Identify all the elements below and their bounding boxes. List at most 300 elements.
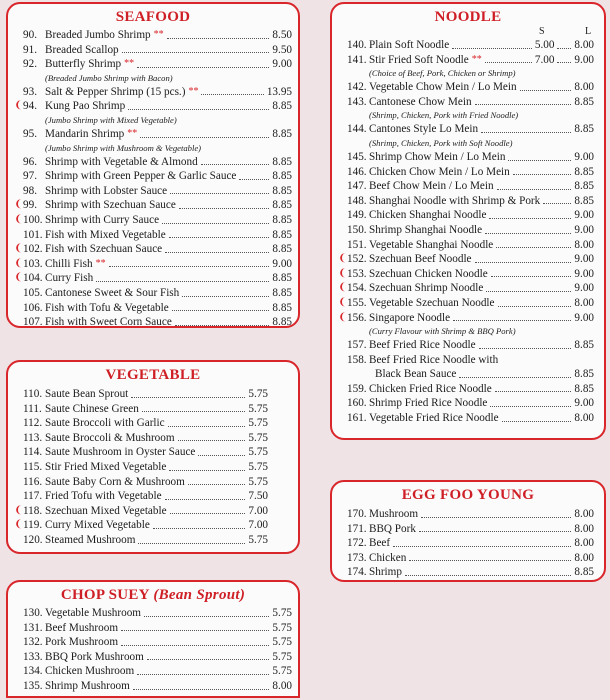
menu-item bbox=[14, 155, 292, 170]
item-price: 8.85 bbox=[574, 95, 594, 108]
spacer bbox=[338, 536, 347, 551]
dot-leader bbox=[459, 367, 571, 378]
item-number: 130. bbox=[23, 607, 43, 619]
item-number: 155. bbox=[347, 296, 367, 309]
item-number: 133. bbox=[23, 650, 43, 663]
dot-leader bbox=[421, 507, 571, 518]
dot-leader bbox=[520, 80, 572, 91]
dot-leader bbox=[409, 551, 571, 562]
menu-item bbox=[14, 198, 292, 213]
item-name: Fish with Szechuan Sauce bbox=[45, 243, 163, 256]
menu-item bbox=[14, 635, 292, 650]
chopsuey-list bbox=[14, 606, 292, 694]
spacer bbox=[338, 367, 347, 382]
menu-item bbox=[14, 257, 292, 272]
menu-item bbox=[338, 551, 594, 566]
item-number: 159. bbox=[347, 382, 367, 395]
vegetable-section bbox=[6, 360, 300, 554]
item-number: 157. bbox=[347, 339, 367, 352]
chopsuey-title bbox=[8, 587, 298, 604]
spacer bbox=[14, 286, 23, 301]
item-price: 9.00 bbox=[574, 397, 594, 410]
item-description: (Shrimp, Chicken, Pork with Fried Noodle) bbox=[369, 110, 519, 121]
dot-leader bbox=[142, 402, 246, 413]
item-number: 141. bbox=[347, 53, 367, 66]
item-price: 9.00 bbox=[574, 150, 594, 163]
spacer bbox=[14, 169, 23, 184]
menu-item bbox=[14, 460, 268, 475]
spacer bbox=[338, 38, 347, 53]
dot-leader bbox=[393, 536, 571, 547]
item-number: 93. bbox=[23, 85, 37, 98]
noodle-list bbox=[338, 38, 594, 426]
dot-leader bbox=[502, 411, 572, 422]
spacer bbox=[338, 122, 347, 137]
dot-leader bbox=[109, 257, 270, 268]
dot-leader bbox=[489, 208, 571, 219]
dot-leader bbox=[179, 198, 270, 209]
item-price: 8.00 bbox=[574, 296, 594, 309]
item-price: 5.75 bbox=[248, 460, 268, 473]
item-name: Plain Soft Noodle bbox=[369, 39, 450, 51]
spacer bbox=[14, 635, 23, 650]
menu-item bbox=[338, 382, 594, 397]
item-number: 161. bbox=[347, 412, 367, 425]
dot-leader bbox=[508, 150, 571, 161]
menu-item bbox=[14, 286, 292, 301]
menu-item bbox=[14, 650, 292, 665]
menu-item bbox=[14, 489, 268, 504]
item-number: 147. bbox=[347, 180, 367, 193]
menu-item bbox=[338, 536, 594, 551]
spacer bbox=[14, 228, 23, 243]
item-price: 8.85 bbox=[574, 180, 594, 193]
item-price: 7.50 bbox=[248, 490, 268, 503]
item-number: 132. bbox=[23, 636, 43, 649]
spacer bbox=[338, 150, 347, 165]
item-number: 131. bbox=[23, 621, 43, 634]
item-number: 135. bbox=[23, 679, 43, 692]
chili-pepper-icon: ❨ bbox=[14, 504, 23, 516]
item-price: 8.85 bbox=[272, 127, 292, 140]
item-number: 153. bbox=[347, 267, 367, 280]
spacer bbox=[338, 411, 347, 426]
spacer bbox=[338, 353, 347, 368]
item-name: Fish with Sweet Corn Sauce bbox=[45, 316, 172, 329]
chopsuey-title-text: CHOP SUEY bbox=[60, 587, 150, 603]
menu-item bbox=[338, 396, 594, 411]
item-name: Breaded Jumbo Shrimp bbox=[45, 29, 151, 41]
item-price: 5.75 bbox=[272, 636, 292, 649]
item-price: 8.00 bbox=[574, 412, 594, 425]
item-price: 8.00 bbox=[574, 238, 594, 251]
menu-item bbox=[14, 169, 292, 184]
dot-leader bbox=[201, 85, 263, 96]
item-name: BBQ Pork bbox=[369, 522, 416, 535]
item-name: Chilli Fish bbox=[45, 257, 93, 270]
menu-item bbox=[14, 679, 292, 694]
item-price: 8.85 bbox=[272, 213, 292, 226]
spacer bbox=[14, 445, 23, 460]
menu-item bbox=[338, 165, 594, 180]
dot-leader bbox=[144, 606, 269, 617]
spacer bbox=[14, 127, 23, 142]
item-number: 158. bbox=[347, 353, 367, 366]
dot-leader bbox=[491, 267, 572, 278]
dot-leader bbox=[239, 169, 269, 180]
item-name: Mushroom bbox=[369, 508, 419, 520]
item-number: 118. bbox=[23, 504, 43, 517]
menu-item bbox=[338, 252, 594, 267]
item-name: Kung Pao Shrimp bbox=[45, 100, 126, 113]
item-name: Black Bean Sauce bbox=[375, 368, 457, 381]
item-price: 8.00 bbox=[574, 522, 594, 535]
item-number: 149. bbox=[347, 209, 367, 222]
item-number: 140. bbox=[347, 39, 367, 51]
item-price: 9.00 bbox=[574, 253, 594, 266]
item-price: 5.75 bbox=[272, 607, 292, 619]
spacer bbox=[14, 85, 23, 100]
item-number: 102. bbox=[23, 243, 43, 256]
menu-item bbox=[338, 281, 594, 296]
item-price: 5.75 bbox=[248, 417, 268, 430]
dot-leader bbox=[170, 184, 269, 195]
item-price: 8.85 bbox=[272, 286, 292, 299]
item-number: 160. bbox=[347, 397, 367, 410]
item-price: 8.85 bbox=[574, 368, 594, 381]
item-price: 8.85 bbox=[574, 123, 594, 136]
dot-leader bbox=[165, 489, 246, 500]
dot-leader bbox=[165, 242, 269, 253]
item-name: Shrimp bbox=[369, 566, 402, 579]
chili-pepper-icon: ❨ bbox=[14, 199, 23, 211]
item-name: Beef bbox=[369, 537, 391, 550]
seafood-section bbox=[6, 2, 300, 328]
item-name: Chicken Shanghai Noodle bbox=[369, 209, 487, 222]
dot-leader bbox=[452, 38, 532, 49]
menu-item bbox=[14, 85, 292, 100]
item-name: Chicken Mushroom bbox=[45, 665, 135, 678]
item-number: 173. bbox=[347, 551, 367, 564]
item-name: Vegetable Chow Mein / Lo Mein bbox=[369, 81, 517, 94]
spacer bbox=[14, 57, 23, 72]
menu-item bbox=[14, 431, 268, 446]
chopsuey-subtitle: (Bean Sprout) bbox=[153, 587, 246, 603]
item-name: Cantonese Chow Mein bbox=[369, 95, 472, 108]
item-name: Beef Mushroom bbox=[45, 621, 119, 634]
noodle-section bbox=[330, 2, 606, 440]
chili-pepper-icon: ❨ bbox=[14, 257, 23, 269]
item-price: 7.00 bbox=[248, 519, 268, 532]
item-number: 146. bbox=[347, 165, 367, 178]
item-name: Beef Chow Mein / Lo Mein bbox=[369, 180, 494, 193]
item-price: 8.85 bbox=[272, 243, 292, 256]
item-number: 100. bbox=[23, 213, 43, 226]
item-price: 9.00 bbox=[574, 209, 594, 222]
spacer bbox=[14, 664, 23, 679]
item-price: 5.75 bbox=[272, 650, 292, 663]
item-price: 5.75 bbox=[248, 475, 268, 488]
menu-item bbox=[338, 150, 594, 165]
item-price: 8.85 bbox=[272, 199, 292, 212]
item-price: 9.00 bbox=[574, 53, 594, 66]
dot-leader bbox=[170, 504, 246, 515]
item-name: Szechuan Mixed Vegetable bbox=[45, 504, 167, 517]
menu-item bbox=[338, 522, 594, 537]
spicy-star-mark: ** bbox=[95, 257, 106, 269]
spacer bbox=[338, 382, 347, 397]
dot-leader bbox=[485, 223, 571, 234]
dot-leader bbox=[122, 43, 270, 54]
item-number: 97. bbox=[23, 170, 37, 183]
item-price: 5.75 bbox=[272, 621, 292, 634]
dot-leader bbox=[169, 460, 245, 471]
eggfoo-list bbox=[338, 507, 594, 580]
item-name: Beef Fried Rice Noodle bbox=[369, 339, 476, 352]
dot-leader bbox=[485, 53, 532, 64]
spacer bbox=[14, 28, 23, 43]
dot-leader bbox=[182, 286, 269, 297]
spacer bbox=[14, 606, 23, 621]
spicy-star-mark: ** bbox=[124, 58, 135, 70]
dot-leader bbox=[557, 38, 571, 49]
item-number: 174. bbox=[347, 566, 367, 579]
item-number: 96. bbox=[23, 155, 37, 168]
chili-pepper-icon: ❨ bbox=[338, 267, 347, 279]
dot-leader bbox=[188, 475, 246, 486]
item-name: Fish with Mixed Vegetable bbox=[45, 228, 166, 241]
item-price: 8.85 bbox=[574, 165, 594, 178]
item-number: 105. bbox=[23, 286, 43, 299]
item-price: 8.85 bbox=[272, 316, 292, 329]
dot-leader bbox=[198, 445, 245, 456]
item-number: 92. bbox=[23, 58, 37, 71]
dot-leader bbox=[543, 194, 571, 205]
menu-item bbox=[14, 518, 268, 533]
dot-leader bbox=[131, 387, 245, 398]
item-name: Saute Broccoli with Garlic bbox=[45, 417, 165, 430]
item-number: 134. bbox=[23, 665, 43, 678]
item-price: 5.75 bbox=[272, 665, 292, 678]
item-price: 8.85 bbox=[272, 170, 292, 183]
menu-item bbox=[338, 338, 594, 353]
item-number: 142. bbox=[347, 81, 367, 94]
item-price: 9.00 bbox=[272, 58, 292, 71]
menu-item bbox=[14, 504, 268, 519]
item-description: (Jumbo Shrimp with Mixed Vegetable) bbox=[45, 114, 177, 125]
menu-item bbox=[14, 621, 292, 636]
item-price: 8.85 bbox=[574, 194, 594, 207]
menu-item bbox=[14, 475, 268, 490]
spacer bbox=[338, 194, 347, 209]
eggfoo-title: EGG FOO YOUNG bbox=[401, 487, 535, 503]
chili-pepper-icon: ❨ bbox=[338, 282, 347, 294]
spacer bbox=[338, 80, 347, 95]
item-price: 9.50 bbox=[272, 43, 292, 56]
dot-leader bbox=[513, 165, 572, 176]
menu-item bbox=[338, 38, 594, 53]
item-number: 145. bbox=[347, 150, 367, 163]
item-name: BBQ Pork Mushroom bbox=[45, 650, 144, 663]
dot-leader bbox=[481, 122, 571, 133]
item-number: 110. bbox=[23, 388, 43, 400]
item-name: Fried Tofu with Vegetable bbox=[45, 490, 162, 503]
menu-item bbox=[14, 402, 268, 417]
eggfoo-section bbox=[330, 480, 606, 582]
item-number: 119. bbox=[23, 519, 43, 532]
chili-pepper-icon: ❨ bbox=[14, 243, 23, 255]
spacer bbox=[338, 565, 347, 580]
spacer bbox=[14, 416, 23, 431]
item-number: 111. bbox=[23, 402, 42, 415]
item-name: Butterfly Shrimp bbox=[45, 58, 122, 71]
dot-leader bbox=[453, 311, 571, 322]
item-number: 151. bbox=[347, 238, 367, 251]
item-description: (Choice of Beef, Pork, Chicken or Shrimp) bbox=[369, 68, 516, 79]
dot-leader bbox=[486, 281, 571, 292]
dot-leader bbox=[495, 382, 572, 393]
item-price: 8.00 bbox=[574, 551, 594, 564]
menu-item bbox=[14, 28, 292, 43]
item-price: 5.75 bbox=[248, 388, 268, 400]
item-name: Saute Chinese Green bbox=[45, 402, 139, 415]
dot-leader bbox=[475, 95, 572, 106]
menu-item bbox=[338, 223, 594, 238]
vegetable-list bbox=[14, 387, 268, 548]
menu-item bbox=[338, 179, 594, 194]
item-name: Shrimp with Green Pepper & Garlic Sauce bbox=[45, 170, 237, 183]
item-number: 120. bbox=[23, 533, 43, 546]
item-price: 9.00 bbox=[574, 311, 594, 324]
dot-leader bbox=[557, 53, 571, 64]
item-name: Stir Fried Soft Noodle bbox=[369, 53, 469, 66]
dot-leader bbox=[419, 522, 571, 533]
item-number: 152. bbox=[347, 253, 367, 266]
menu-item bbox=[338, 53, 594, 68]
menu-item bbox=[338, 311, 594, 326]
dot-leader bbox=[140, 127, 269, 138]
menu-item bbox=[14, 445, 268, 460]
item-name: Pork Mushroom bbox=[45, 636, 119, 649]
item-number: 91. bbox=[23, 43, 37, 56]
item-number: 98. bbox=[23, 184, 37, 197]
spicy-star-mark: ** bbox=[153, 29, 164, 40]
item-name: Stir Fried Mixed Vegetable bbox=[45, 460, 167, 473]
item-number: 117. bbox=[23, 490, 43, 503]
item-price: 5.75 bbox=[248, 431, 268, 444]
item-price: 8.00 bbox=[574, 39, 594, 51]
menu-item bbox=[338, 95, 594, 110]
item-name: Cantones Style Lo Mein bbox=[369, 123, 479, 136]
item-name: Chicken Chow Mein / Lo Mein bbox=[369, 165, 510, 178]
item-number: 170. bbox=[347, 508, 367, 520]
spacer bbox=[14, 155, 23, 170]
dot-leader bbox=[178, 431, 246, 442]
item-name: Mandarin Shrimp bbox=[45, 127, 125, 140]
item-price: 9.00 bbox=[574, 267, 594, 280]
menu-item bbox=[14, 184, 292, 199]
menu-item bbox=[14, 271, 292, 286]
spacer bbox=[14, 475, 23, 490]
item-number: 106. bbox=[23, 301, 43, 314]
chili-pepper-icon: ❨ bbox=[14, 519, 23, 531]
item-description: (Shrimp, Chicken, Pork with Soft Noodle) bbox=[369, 137, 513, 148]
spacer bbox=[14, 621, 23, 636]
item-number: 101. bbox=[23, 228, 43, 241]
item-number: 114. bbox=[23, 446, 43, 459]
item-name: Saute Mushroom in Oyster Sauce bbox=[45, 446, 196, 459]
item-price: 8.85 bbox=[272, 100, 292, 113]
item-price: 8.00 bbox=[272, 679, 292, 692]
spacer bbox=[338, 338, 347, 353]
dot-leader bbox=[475, 252, 572, 263]
item-number: 171. bbox=[347, 522, 367, 535]
menu-item bbox=[338, 208, 594, 223]
spicy-star-mark: ** bbox=[471, 53, 482, 65]
dot-leader bbox=[201, 155, 270, 166]
item-price: 8.85 bbox=[272, 272, 292, 285]
seafood-title: SEAFOOD bbox=[115, 9, 191, 25]
item-price: 8.50 bbox=[272, 29, 292, 41]
menu-item bbox=[14, 315, 292, 330]
menu-item bbox=[338, 367, 594, 382]
spacer bbox=[14, 184, 23, 199]
item-price: 5.75 bbox=[248, 446, 268, 459]
item-name: Chicken Fried Rice Noodle bbox=[369, 382, 492, 395]
menu-item bbox=[14, 228, 292, 243]
item-name: Shrimp Mushroom bbox=[45, 679, 130, 692]
spacer bbox=[14, 43, 23, 58]
noodle-col-small-header: S bbox=[539, 26, 545, 37]
dot-leader bbox=[172, 301, 270, 312]
menu-item bbox=[14, 606, 292, 621]
menu-item bbox=[338, 296, 594, 311]
spacer bbox=[14, 533, 23, 548]
item-number: 156. bbox=[347, 311, 367, 324]
item-number: 148. bbox=[347, 194, 367, 207]
dot-leader bbox=[498, 296, 572, 307]
item-name: Saute Bean Sprout bbox=[45, 388, 129, 400]
spacer bbox=[14, 301, 23, 316]
item-name: Vegetable Szechuan Noodle bbox=[369, 296, 495, 309]
item-price: 8.85 bbox=[272, 228, 292, 241]
item-name: Chicken bbox=[369, 551, 407, 564]
item-name: Salt & Pepper Shrimp (15 pcs.) bbox=[45, 85, 186, 98]
item-name: Fish with Tofu & Vegetable bbox=[45, 301, 169, 314]
item-number: 113. bbox=[23, 431, 43, 444]
item-number: 94. bbox=[23, 100, 37, 113]
menu-item bbox=[14, 387, 268, 402]
item-price-small: 7.00 bbox=[534, 53, 555, 66]
item-number: 150. bbox=[347, 223, 367, 236]
item-name: Saute Broccoli & Mushroom bbox=[45, 431, 175, 444]
chili-pepper-icon: ❨ bbox=[14, 100, 23, 112]
item-name: Saute Baby Corn & Mushroom bbox=[45, 475, 185, 488]
item-name: Szechuan Beef Noodle bbox=[369, 253, 472, 266]
item-description: (Jumbo Shrimp with Mushroom & Vegetable) bbox=[45, 142, 202, 153]
spacer bbox=[14, 679, 23, 694]
dot-leader bbox=[497, 179, 572, 190]
item-price: 9.00 bbox=[574, 282, 594, 295]
chili-pepper-icon: ❨ bbox=[338, 311, 347, 323]
item-name: Singapore Noodle bbox=[369, 311, 451, 324]
spacer bbox=[338, 165, 347, 180]
menu-item bbox=[14, 99, 292, 114]
menu-item bbox=[14, 416, 268, 431]
item-number: 115. bbox=[23, 460, 43, 473]
item-price: 8.85 bbox=[272, 301, 292, 314]
item-price: 5.75 bbox=[248, 402, 268, 415]
